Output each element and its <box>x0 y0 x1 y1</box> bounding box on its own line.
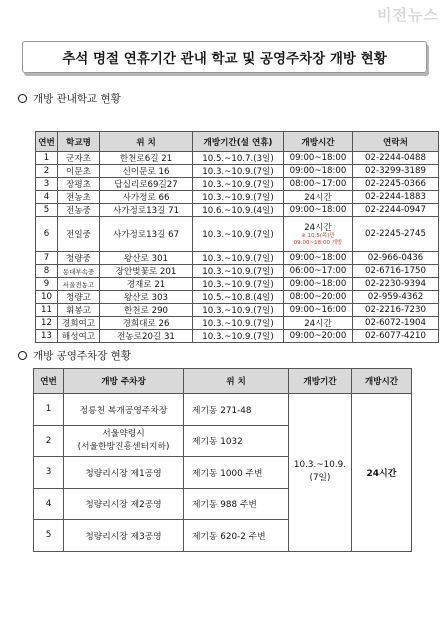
cell-lot: 청량리시장 제2공영 <box>64 488 184 520</box>
cell-location: 경재로 21 <box>100 278 193 291</box>
parking-section-heading <box>18 348 131 363</box>
hours-main: 24시간 <box>304 223 332 233</box>
cell-location: 제기동 988 주변 <box>184 488 289 520</box>
cell-period: 10.3.~10.9.(7일) <box>193 317 284 330</box>
circle-bullet-icon <box>18 94 27 103</box>
hours-note: ※ 10.5(목)만 <box>301 233 335 239</box>
cell-no: 5 <box>36 204 58 217</box>
cell-name: 청량고 <box>58 291 100 304</box>
school-table-header <box>36 132 439 152</box>
table-row <box>36 165 439 178</box>
cell-no: 4 <box>36 191 58 204</box>
cell-no: 2 <box>36 165 58 178</box>
cell-contact: 02-6077-4210 <box>353 330 439 343</box>
cell-hours: 09:00~18:00 <box>284 252 353 265</box>
cell-contact: 02-966-0436 <box>353 252 439 265</box>
page-title: 추석 명절 연휴기간 관내 학교 및 공영주차장 개방 현황 <box>22 41 427 73</box>
cell-name: 청량중 <box>58 252 100 265</box>
table-row <box>36 191 439 204</box>
col-header-contact: 연락처 <box>353 132 439 152</box>
col-header-no: 연번 <box>36 132 58 152</box>
cell-name: 장평초 <box>58 178 100 191</box>
cell-location: 제기동 1000 주변 <box>184 457 289 489</box>
cell-name: 서울전농고 <box>58 278 100 291</box>
cell-hours: 09:00~18:00 <box>284 165 353 178</box>
cell-no: 12 <box>36 317 58 330</box>
parking-section-title: 개방 공영주차장 현황 <box>33 350 131 362</box>
cell-location: 경희대로 26 <box>100 317 193 330</box>
cell-location: 사가정로13길 71 <box>100 204 193 217</box>
cell-location: 전농로20길 31 <box>100 330 193 343</box>
cell-no: 4 <box>34 488 64 520</box>
cell-period: 10.5.~10.7.(3일) <box>193 152 284 165</box>
col-header-no: 연번 <box>34 369 64 394</box>
cell-hours: 24시간 <box>284 317 353 330</box>
col-header-name: 학교명 <box>58 132 100 152</box>
table-row <box>36 330 439 343</box>
col-header-lot: 개방 주차장 <box>64 369 184 394</box>
cell-contact: 02-3299-3189 <box>353 165 439 178</box>
cell-location: 장안벚꽃로 201 <box>100 265 193 278</box>
cell-location: 한천로6길 21 <box>100 152 193 165</box>
cell-hours: 09:00~18:00 <box>284 152 353 165</box>
period-days: (7일) <box>309 473 331 484</box>
cell-period: 10.5.~10.8.(4일) <box>193 291 284 304</box>
cell-no: 8 <box>36 265 58 278</box>
cell-no: 5 <box>34 520 64 552</box>
cell-name: 해성여고 <box>58 330 100 343</box>
cell-no: 1 <box>34 394 64 426</box>
cell-no: 3 <box>36 178 58 191</box>
parking-table-header <box>34 369 412 394</box>
cell-period: 10.3.~10.9.(7일) <box>193 278 284 291</box>
cell-hours: 09:00~18:00 <box>284 278 353 291</box>
lot-name: 서울약령시 <box>102 428 145 439</box>
table-row <box>36 304 439 317</box>
cell-period: 10.6.~10.9.(4일) <box>193 204 284 217</box>
cell-name: 경희여고 <box>58 317 100 330</box>
cell-period: 10.3.~10.9.(7일) <box>193 252 284 265</box>
table-row <box>36 278 439 291</box>
cell-hours: 08:00~20:00 <box>284 291 353 304</box>
circle-bullet-icon <box>18 351 27 360</box>
table-row <box>36 252 439 265</box>
cell-no: 2 <box>34 425 64 457</box>
cell-lot: 정릉천 복개공영주차장 <box>64 394 184 426</box>
cell-name: 동대부속중 <box>58 265 100 278</box>
cell-period <box>289 394 352 552</box>
cell-name: 군자초 <box>58 152 100 165</box>
parking-table <box>33 368 412 552</box>
school-section-heading <box>18 91 121 106</box>
cell-hours: 08:00~17:00 <box>284 178 353 191</box>
col-header-location: 위 치 <box>184 369 289 394</box>
cell-no: 9 <box>36 278 58 291</box>
cell-location: 한천로 290 <box>100 304 193 317</box>
col-header-period: 개방기간 <box>289 369 352 394</box>
cell-contact: 02-2245-2745 <box>353 217 439 252</box>
cell-name: 전농중 <box>58 204 100 217</box>
cell-period: 10.3.~10.9.(7일) <box>193 304 284 317</box>
cell-lot: 청량리시장 제1공영 <box>64 457 184 489</box>
table-row <box>36 317 439 330</box>
school-table <box>35 131 439 343</box>
cell-period: 10.3.~10.9.(7일) <box>193 265 284 278</box>
table-row <box>36 217 439 252</box>
cell-hours: 06:00~17:00 <box>284 265 353 278</box>
cell-no: 1 <box>36 152 58 165</box>
cell-contact: 02-2244-0488 <box>353 152 439 165</box>
cell-no: 11 <box>36 304 58 317</box>
cell-location: 사가정로 66 <box>100 191 193 204</box>
cell-contact: 02-2245-0366 <box>353 178 439 191</box>
cell-location: 왕산로 303 <box>100 291 193 304</box>
cell-contact: 02-6716-1750 <box>353 265 439 278</box>
cell-name: 이문초 <box>58 165 100 178</box>
cell-period: 10.3.~10.9.(7일) <box>193 178 284 191</box>
table-row <box>36 152 439 165</box>
cell-location: 답십리로69길27 <box>100 178 193 191</box>
table-row <box>36 291 439 304</box>
cell-no: 6 <box>36 217 58 252</box>
lot-name-sub: (서울한방진흥센터지하) <box>77 441 170 452</box>
cell-hours: 09:00~16:00 <box>284 304 353 317</box>
cell-name: 전일중 <box>58 217 100 252</box>
cell-contact: 02-2216-7230 <box>353 304 439 317</box>
cell-hours: 09:00~18:00 <box>284 204 353 217</box>
cell-contact: 02-6072-1904 <box>353 317 439 330</box>
cell-no: 13 <box>36 330 58 343</box>
cell-no: 3 <box>34 457 64 489</box>
watermark-logo: 비전뉴스 <box>377 6 439 24</box>
cell-hours: 24시간 <box>284 191 353 204</box>
cell-period: 10.3.~10.9.(7일) <box>193 191 284 204</box>
cell-location: 왕산로 301 <box>100 252 193 265</box>
table-row <box>36 204 439 217</box>
cell-location: 제기동 1032 <box>184 425 289 457</box>
cell-hours <box>284 217 353 252</box>
table-row <box>36 178 439 191</box>
hours-note: 09:00~18:00 개방 <box>293 240 343 246</box>
cell-name: 휘봉고 <box>58 304 100 317</box>
cell-contact: 02-959-4362 <box>353 291 439 304</box>
col-header-period: 개방기간(설 연휴) <box>193 132 284 152</box>
cell-period: 10.3.~10.9.(7일) <box>193 165 284 178</box>
cell-lot: 청량리시장 제3공영 <box>64 520 184 552</box>
cell-period: 10.3.~10.9.(7일) <box>193 330 284 343</box>
cell-no: 7 <box>36 252 58 265</box>
col-header-hours: 개방시간 <box>352 369 412 394</box>
cell-contact: 02-2244-0947 <box>353 204 439 217</box>
cell-location: 신이문로 16 <box>100 165 193 178</box>
cell-contact: 02-2244-1883 <box>353 191 439 204</box>
cell-name: 전농초 <box>58 191 100 204</box>
cell-no: 10 <box>36 291 58 304</box>
period-range: 10.3.~10.9. <box>293 460 347 471</box>
table-row <box>36 265 439 278</box>
cell-location: 제기동 620-2 주변 <box>184 520 289 552</box>
cell-lot <box>64 425 184 457</box>
cell-hours: 09:00~20:00 <box>284 330 353 343</box>
cell-period: 10.3.~10.9.(7일) <box>193 217 284 252</box>
cell-location: 제기동 271-48 <box>184 394 289 426</box>
table-row <box>34 394 412 426</box>
cell-hours: 24시간 <box>352 394 412 552</box>
cell-contact: 02-2230-9394 <box>353 278 439 291</box>
col-header-location: 위 치 <box>100 132 193 152</box>
col-header-hours: 개방시간 <box>284 132 353 152</box>
cell-location: 사가정로13길 67 <box>100 217 193 252</box>
school-section-title: 개방 관내학교 현황 <box>33 93 121 105</box>
